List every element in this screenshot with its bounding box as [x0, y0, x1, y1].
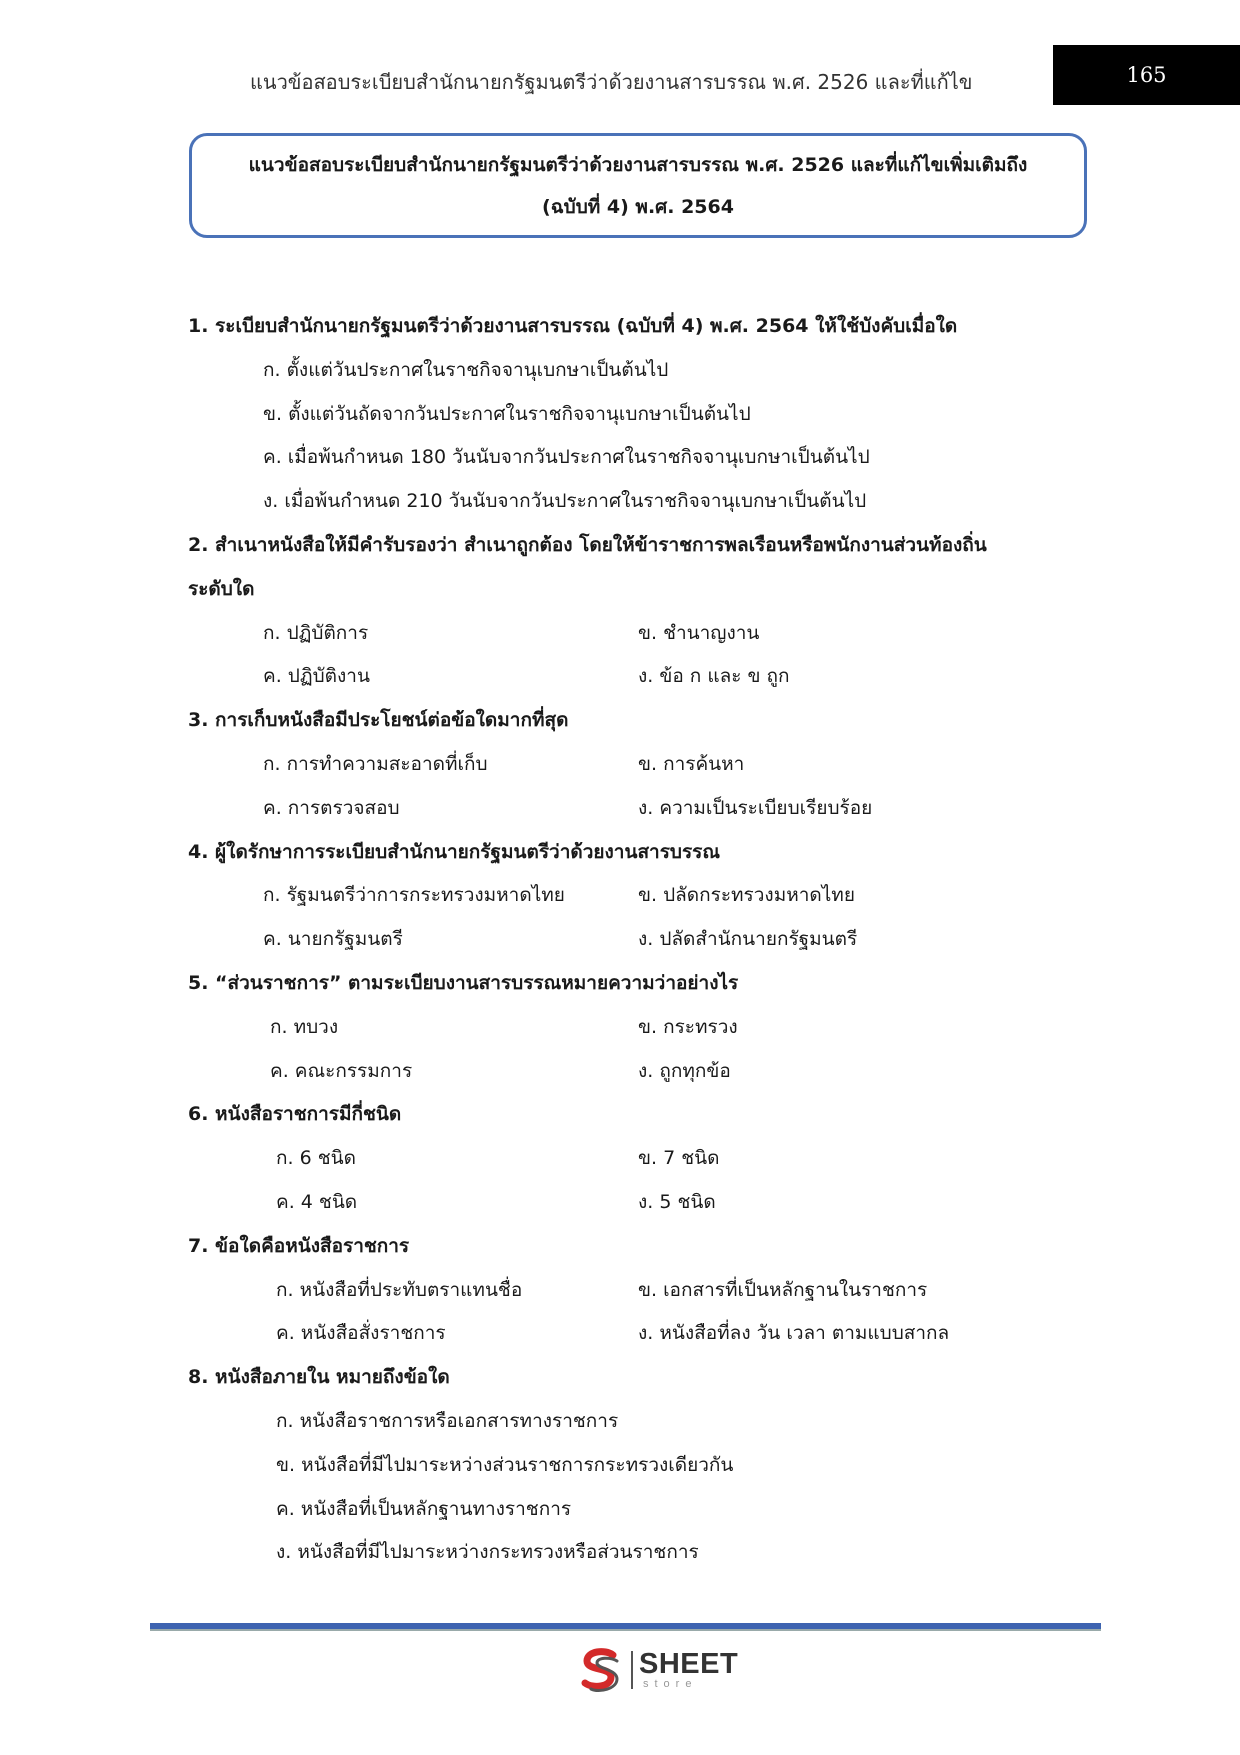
q3-option-a: ก. การทำความสะอาดที่เก็บ	[263, 752, 488, 775]
question-2-line-2: ระดับใด	[188, 577, 255, 600]
title-box	[189, 133, 1087, 238]
q5-option-c: ค. คณะกรรมการ	[270, 1059, 413, 1082]
q4-options-row-2	[188, 918, 1088, 962]
q2-option-b: ข. ชำนาญงาน	[638, 621, 760, 644]
footer-rule	[150, 1623, 1101, 1631]
q3-option-c: ค. การตรวจสอบ	[263, 796, 400, 819]
q6-options-row-1	[188, 1137, 1088, 1181]
q6-options-row-2	[188, 1181, 1088, 1225]
sheet-store-logo	[575, 1645, 738, 1695]
question-list	[188, 305, 1088, 1575]
logo-sub: store	[643, 1678, 698, 1690]
q8-option-d: ง. หนังสือที่มีไปมาระหว่างกระทรวงหรือส่วนราชการ	[276, 1541, 699, 1564]
q4-option-c: ค. นายกรัฐมนตรี	[263, 928, 403, 951]
q7-options-row-2	[188, 1312, 1088, 1356]
q7-option-d: ง. หนังสือที่ลง วัน เวลา ตามแบบสากล	[638, 1322, 950, 1345]
q7-option-c: ค. หนังสือสั่งราชการ	[276, 1322, 446, 1345]
q2-options-row-1	[188, 612, 1088, 656]
question-1: 1. ระเบียบสำนักนายกรัฐมนตรีว่าด้วยงานสารบรรณ (ฉบับที่ 4) พ.ศ. 2564 ให้ใช้บังคับเมื่อใด	[188, 315, 958, 337]
q5-options-row-2	[188, 1050, 1088, 1094]
title-line-1: แนวข้อสอบระเบียบสำนักนายกรัฐมนตรีว่าด้วยงานสารบรรณ พ.ศ. 2526 และที่แก้ไขเพิ่มเติมถึง	[248, 153, 1028, 176]
q1-option-a: ก. ตั้งแต่วันประกาศในราชกิจจานุเบกษาเป็นต้นไป	[263, 358, 669, 381]
q1-option-d: ง. เมื่อพ้นกำหนด 210 วันนับจากวันประกาศในราชกิจจานุเบกษาเป็นต้นไป	[263, 490, 867, 513]
q5-option-d: ง. ถูกทุกข้อ	[638, 1059, 731, 1082]
title-line-2: (ฉบับที่ 4) พ.ศ. 2564	[542, 195, 734, 218]
q3-option-b: ข. การค้นหา	[638, 752, 745, 775]
page-number: 165	[1053, 45, 1240, 105]
q6-option-a: ก. 6 ชนิด	[276, 1147, 356, 1170]
q1-option-b: ข. ตั้งแต่วันถัดจากวันประกาศในราชกิจจานุเบกษาเป็นต้นไป	[263, 402, 751, 425]
q2-option-a: ก. ปฏิบัติการ	[263, 621, 369, 644]
q7-option-a: ก. หนังสือที่ประทับตราแทนชื่อ	[276, 1278, 523, 1301]
q3-options-row-2	[188, 787, 1088, 831]
q2-option-c: ค. ปฏิบัติงาน	[263, 665, 370, 688]
q8-option-a: ก. หนังสือราชการหรือเอกสารทางราชการ	[276, 1409, 619, 1432]
running-header: แนวข้อสอบระเบียบสำนักนายกรัฐมนตรีว่าด้วยงานสารบรรณ พ.ศ. 2526 และที่แก้ไข	[250, 70, 973, 94]
q5-option-a: ก. ทบวง	[270, 1015, 339, 1038]
q3-options-row-1	[188, 743, 1088, 787]
question-4: 4. ผู้ใดรักษาการระเบียบสำนักนายกรัฐมนตรีว่าด้วยงานสารบรรณ	[188, 840, 721, 863]
q4-option-a: ก. รัฐมนตรีว่าการกระทรวงมหาดไทย	[263, 884, 565, 907]
q8-option-c: ค. หนังสือที่เป็นหลักฐานทางราชการ	[276, 1497, 572, 1520]
question-3: 3. การเก็บหนังสือมีประโยชน์ต่อข้อใดมากที่สุด	[188, 709, 569, 732]
logo-text	[639, 1650, 738, 1690]
q6-option-c: ค. 4 ชนิด	[276, 1190, 358, 1213]
logo-divider	[631, 1651, 633, 1689]
question-6: 6. หนังสือราชการมีกี่ชนิด	[188, 1103, 402, 1126]
q4-option-b: ข. ปลัดกระทรวงมหาดไทย	[638, 884, 855, 907]
question-2-line-1: 2. สำเนาหนังสือให้มีคำรับรองว่า สำเนาถูกต้อง โดยให้ข้าราชการพลเรือนหรือพนักงานส่วนท้องถิ่น	[188, 533, 987, 556]
q7-option-b: ข. เอกสารที่เป็นหลักฐานในราชการ	[638, 1278, 928, 1301]
question-5: 5. “ส่วนราชการ” ตามระเบียบงานสารบรรณหมายความว่าอย่างไร	[188, 971, 739, 994]
q1-option-c: ค. เมื่อพ้นกำหนด 180 วันนับจากวันประกาศในราชกิจจานุเบกษาเป็นต้นไป	[263, 446, 870, 469]
q4-option-d: ง. ปลัดสำนักนายกรัฐมนตรี	[638, 928, 858, 951]
question-7: 7. ข้อใดคือหนังสือราชการ	[188, 1234, 410, 1257]
q8-option-b: ข. หนังสือที่มีไปมาระหว่างส่วนราชการกระทรวงเดียวกัน	[276, 1453, 734, 1476]
question-8: 8. หนังสือภายใน หมายถึงข้อใด	[188, 1366, 450, 1389]
q6-option-d: ง. 5 ชนิด	[638, 1190, 716, 1213]
q7-options-row-1	[188, 1269, 1088, 1313]
q2-options-row-2	[188, 655, 1088, 699]
q2-option-d: ง. ข้อ ก และ ข ถูก	[638, 665, 790, 688]
sheet-logo-icon	[575, 1645, 625, 1695]
q6-option-b: ข. 7 ชนิด	[638, 1147, 720, 1170]
q5-options-row-1	[188, 1006, 1088, 1050]
q3-option-d: ง. ความเป็นระเบียบเรียบร้อย	[638, 796, 873, 819]
logo-word: SHEET	[639, 1648, 739, 1680]
q5-option-b: ข. กระทรวง	[638, 1015, 738, 1038]
q4-options-row-1	[188, 874, 1088, 918]
